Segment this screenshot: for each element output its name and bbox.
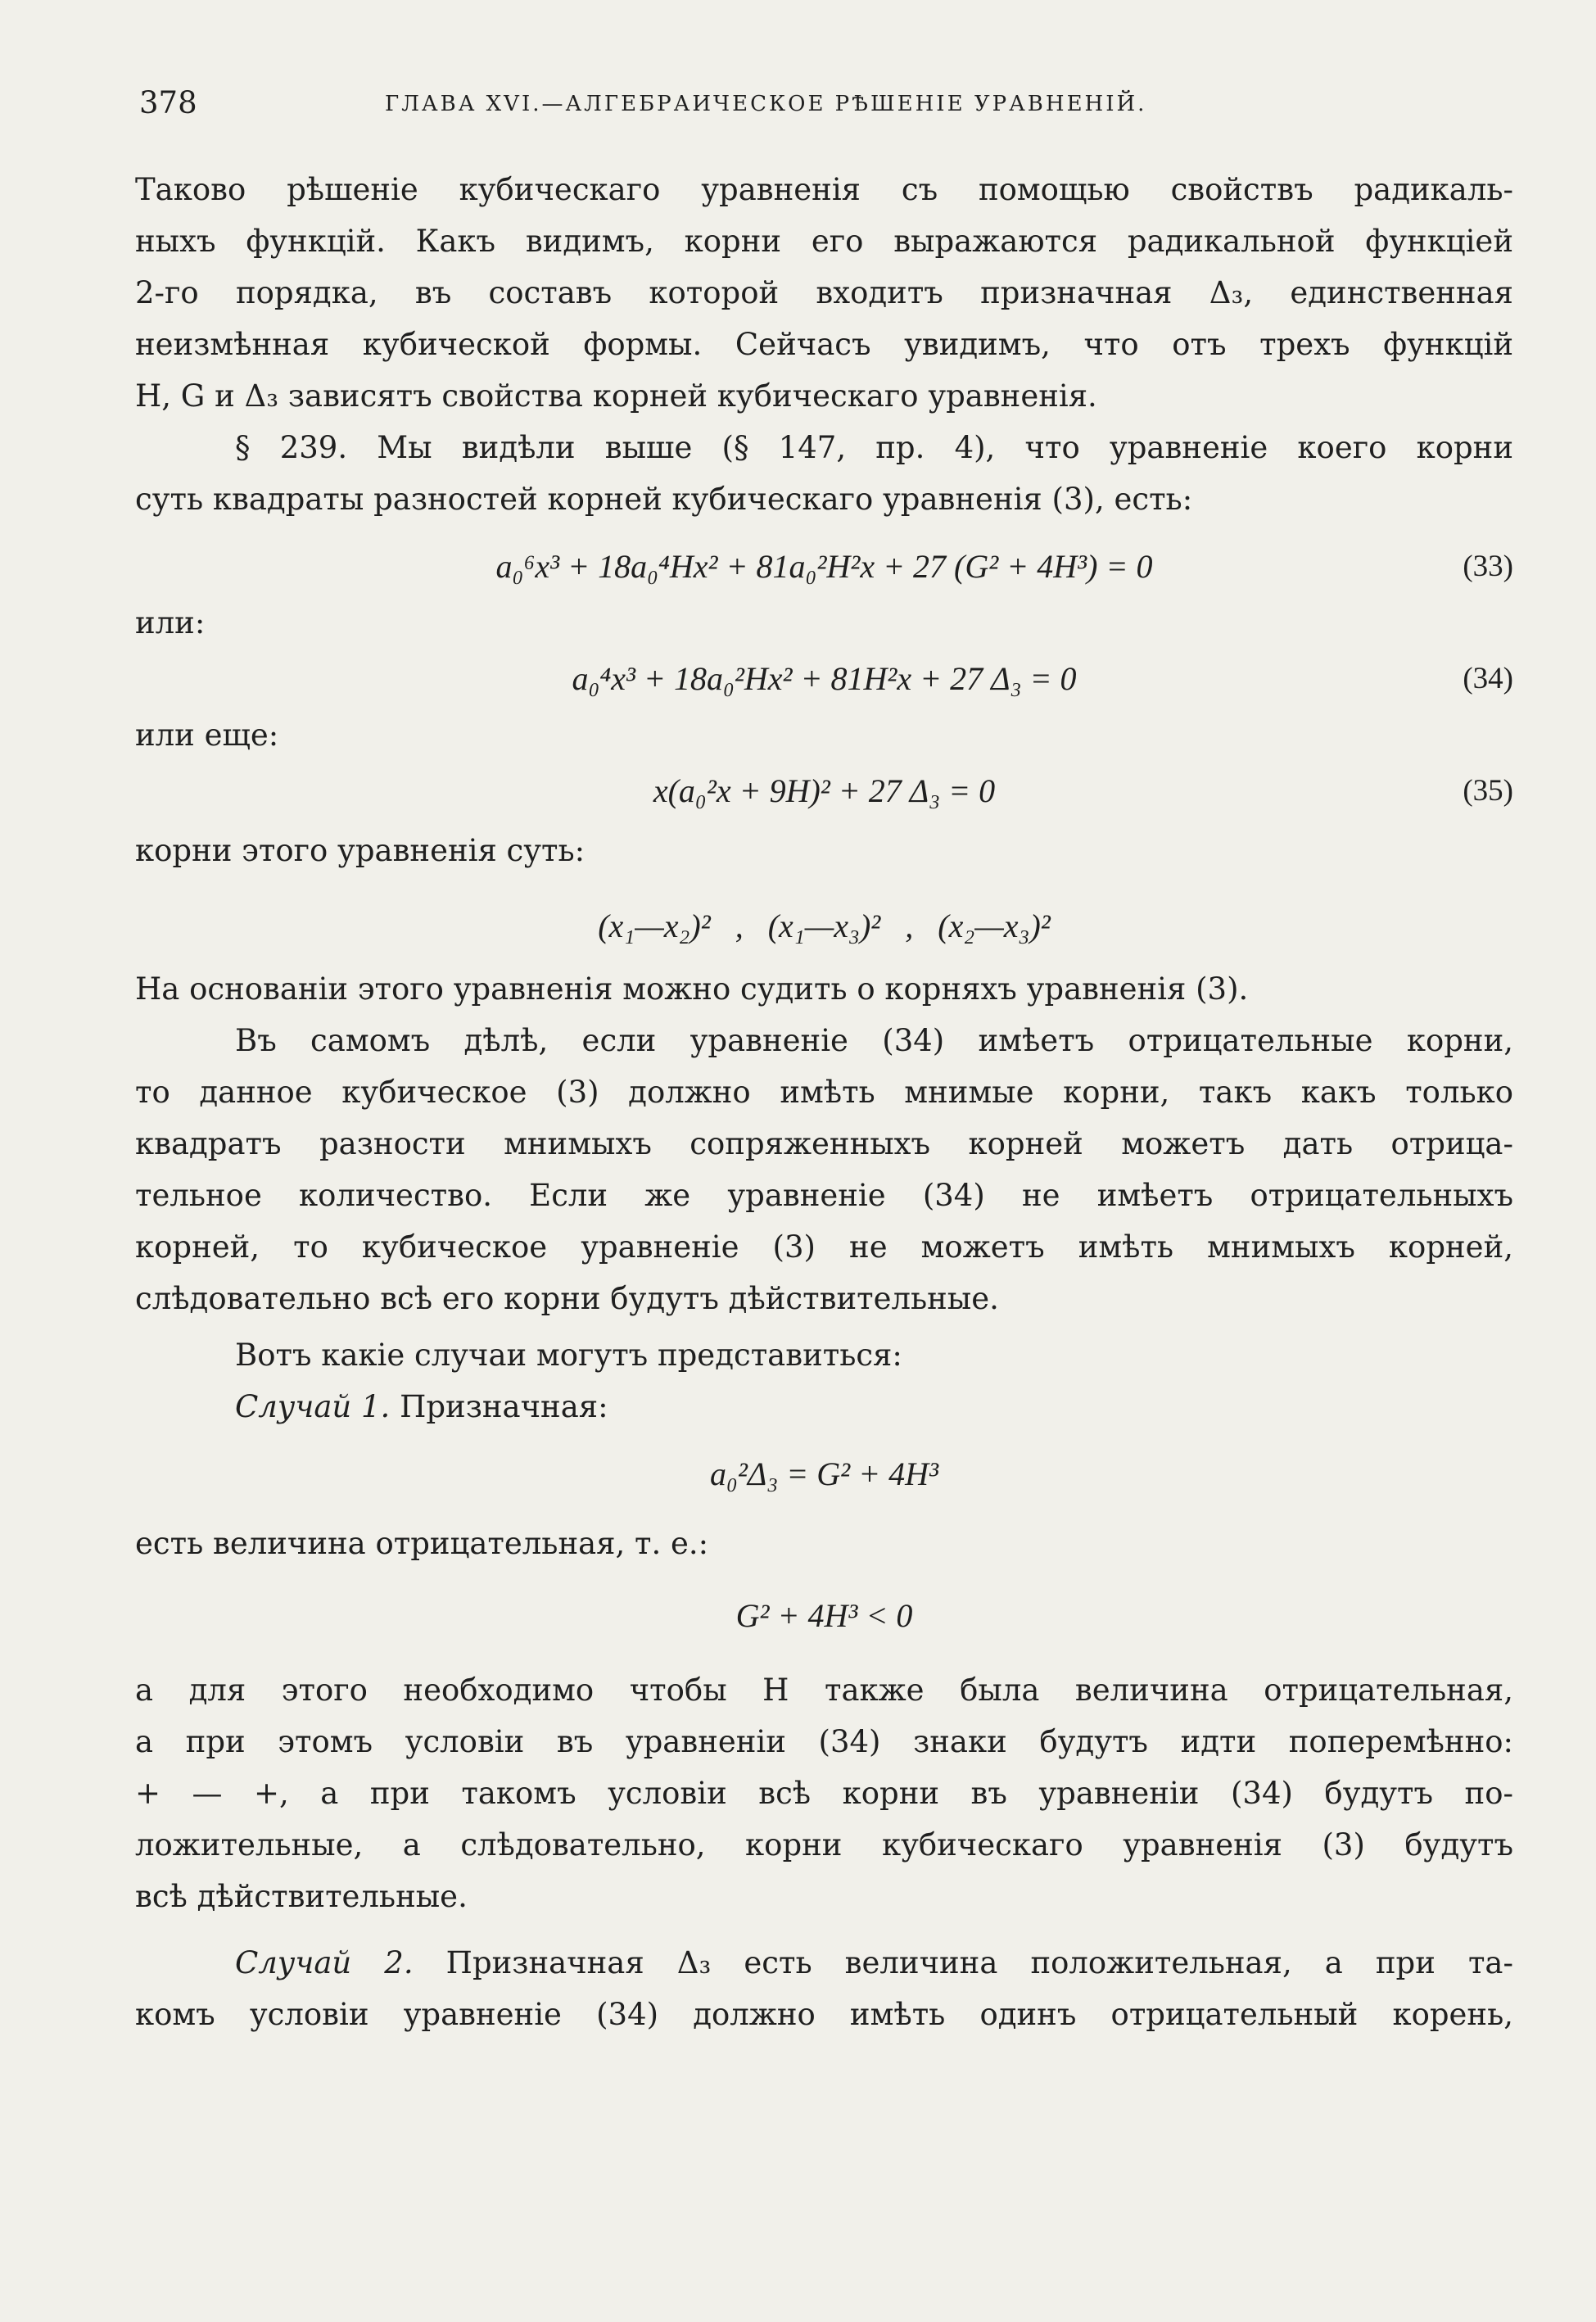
case-1-text: Призначная:	[400, 1389, 608, 1424]
equation-34-number: (34)	[1463, 662, 1513, 695]
equation-33	[135, 536, 1513, 597]
text-line: ложительные, а слѣдовательно, корни кубическаго уравненія (3) будутъ	[135, 1827, 1513, 1863]
case-1-line	[135, 1381, 1513, 1433]
case-2-label: Случай 2.	[235, 1945, 414, 1980]
case-2-line	[135, 1937, 1513, 1989]
text-line: всѣ дѣйствительные.	[135, 1879, 468, 1914]
text-line: корней, то кубическое уравненіе (3) не можетъ имѣть мнимыхъ корней,	[135, 1229, 1513, 1265]
text-line: Таково рѣшеніе кубическаго уравненія съ помощью свойствъ радикаль-	[135, 172, 1513, 207]
text-line: а для этого необходимо чтобы H также была величина отрицательная,	[135, 1672, 1513, 1708]
text-line: ныхъ функцій. Какъ видимъ, корни его выражаются радикальной функціей	[135, 224, 1513, 259]
text-line: + — +, а при такомъ условіи всѣ корни въ уравненіи (34) будутъ по-	[135, 1776, 1513, 1811]
delta-definition-math: a₀²Δ₃ = G² + 4H³	[709, 1455, 939, 1492]
text-body	[135, 164, 1513, 2040]
inequality-math: G² + 4H³ < 0	[735, 1597, 913, 1634]
equation-35-math: x(a₀²x + 9H)² + 27 Δ₃ = 0	[653, 772, 996, 809]
roots-math: (x₁—x₂)² , (x₁—x₃)² , (x₂—x₃)²	[598, 908, 1051, 944]
page-header	[139, 85, 1515, 126]
roots-expression	[135, 896, 1513, 963]
text-line: H, G и Δ₃ зависятъ свойства корней кубическаго уравненія.	[135, 378, 1097, 414]
delta-definition	[135, 1444, 1513, 1518]
text-line: суть квадраты разностей корней кубическаго уравненія (3), есть:	[135, 482, 1193, 517]
equation-34	[135, 649, 1513, 709]
equation-35-number: (35)	[1463, 774, 1513, 808]
running-title: ГЛАВА XVI.—АЛГЕБРАИЧЕСКОЕ РѢШЕНІЕ УРАВНЕНІЙ.	[385, 92, 1147, 116]
text-line: На основаніи этого уравненія можно судить о корняхъ уравненія (3).	[135, 971, 1249, 1007]
text-line: неизмѣнная кубической формы. Сейчасъ увидимъ, что отъ трехъ функцій	[135, 327, 1513, 362]
inequality	[135, 1586, 1513, 1664]
text-line: комъ условіи уравненіе (34) должно имѣть одинъ отрицательный корень,	[135, 1997, 1513, 2032]
text-line: 2-го порядка, въ составъ которой входитъ призначная Δ₃, единственная	[135, 275, 1513, 310]
page-number: 378	[139, 85, 197, 120]
equation-33-number: (33)	[1463, 550, 1513, 583]
text-line: а при этомъ условіи въ уравненіи (34) знаки будутъ идти поперемѣнно:	[135, 1724, 1513, 1759]
text-line: квадратъ разности мнимыхъ сопряженныхъ корней можетъ дать отрица-	[135, 1126, 1513, 1161]
text-line: тельное количество. Если же уравненіе (34) не имѣетъ отрицательныхъ	[135, 1178, 1513, 1213]
or-label: или:	[135, 605, 206, 640]
case-1-after: есть величина отрицательная, т. е.:	[135, 1526, 709, 1561]
text-line: Вотъ какіе случаи могутъ представиться:	[235, 1338, 902, 1373]
text-line: то данное кубическое (3) должно имѣть мнимые корни, такъ какъ только	[135, 1075, 1513, 1110]
section-239-line: § 239. Мы видѣли выше (§ 147, пр. 4), что уравненіе коего корни	[235, 430, 1513, 465]
roots-intro: корни этого уравненія суть:	[135, 833, 586, 868]
equation-35	[135, 761, 1513, 822]
case-1-label: Случай 1.	[235, 1389, 391, 1424]
or-still-label: или еще:	[135, 717, 279, 753]
equation-34-math: a₀⁴x³ + 18a₀²Hx² + 81H²x + 27 Δ₃ = 0	[572, 660, 1077, 697]
equation-33-math: a₀⁶x³ + 18a₀⁴Hx² + 81a₀²H²x + 27 (G² + 4H³) = 0	[495, 548, 1153, 585]
text-line: слѣдовательно всѣ его корни будутъ дѣйствительные.	[135, 1281, 999, 1316]
case-2-text: Призначная Δ₃ есть величина положительная, а при та-	[445, 1945, 1513, 1980]
text-line: Въ самомъ дѣлѣ, если уравненіе (34) имѣетъ отрицательные корни,	[235, 1023, 1513, 1058]
